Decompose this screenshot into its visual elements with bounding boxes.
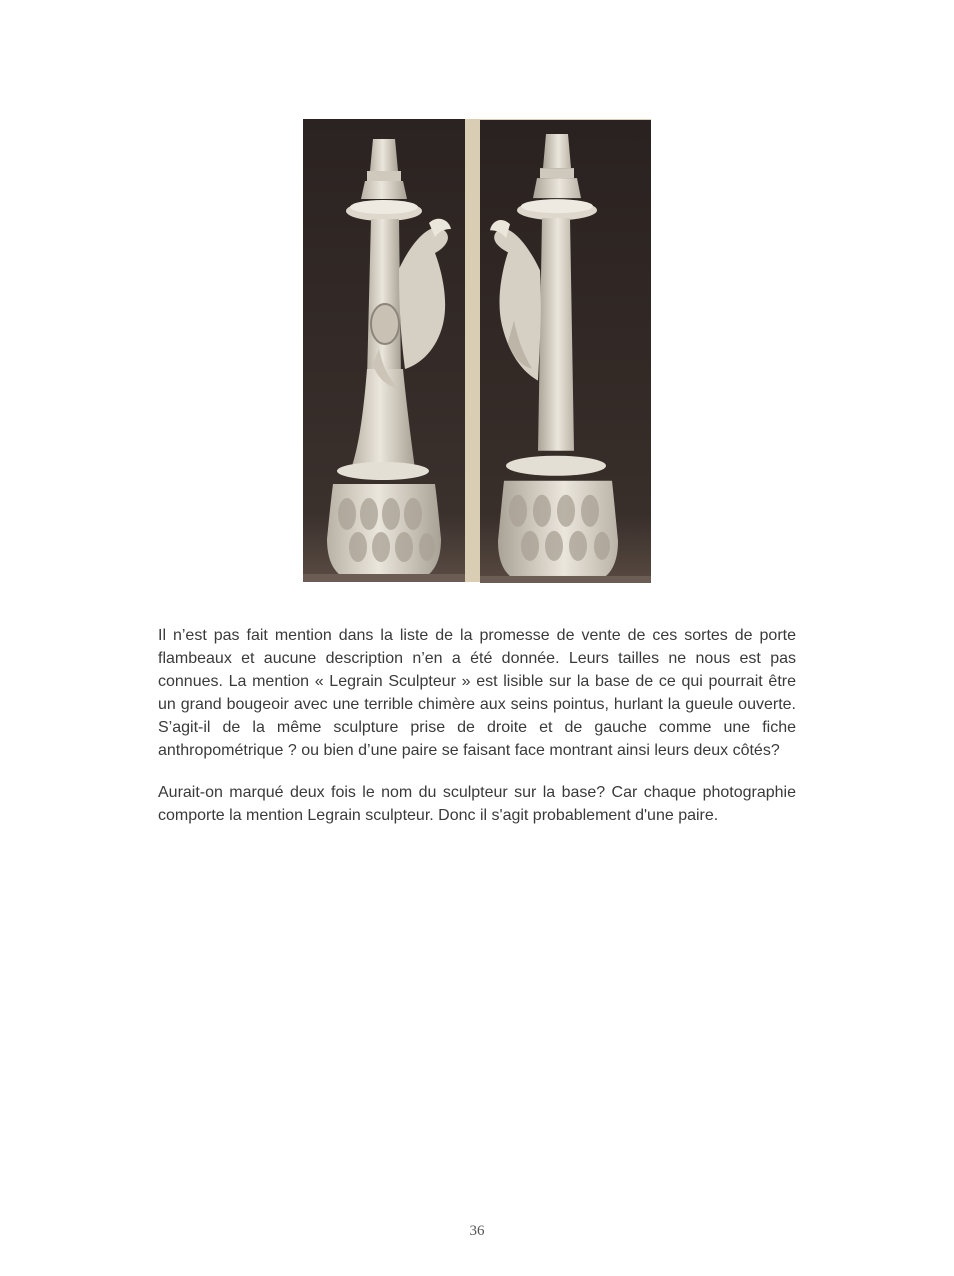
photograph-plate (303, 119, 651, 582)
page-number: 36 (469, 1223, 485, 1239)
body-paragraph-2: Aurait-on marqué deux fois le nom du sculpteur sur la base? Car chaque photographie comporte la mention Legrain sculpteur. Donc il s'agit probablement d'une paire. (158, 784, 796, 824)
body-paragraph-1: Il n’est pas fait mention dans la liste de la promesse de vente de ces sortes de porte flambeaux et aucune description n’en a été donnée. Leurs tailles ne nous est pas connues. La mention « Legrain Sculpteur » est lisible sur la base de ce qui pourrait être un grand bougeoir avec une terrible chimère aux seins pointus, hurlant la gueule ouverte. S’agit-il de la même sculpture prise de droite et de gauche comme une fiche anthropométrique ? ou bien d’une paire se faisant face montrant ainsi leurs deux côtés? (158, 627, 796, 759)
right-candlestick-photo (480, 120, 651, 583)
left-candlestick-photo (303, 119, 465, 582)
left-candlestick-image (303, 119, 465, 582)
right-candlestick-image (480, 120, 651, 583)
